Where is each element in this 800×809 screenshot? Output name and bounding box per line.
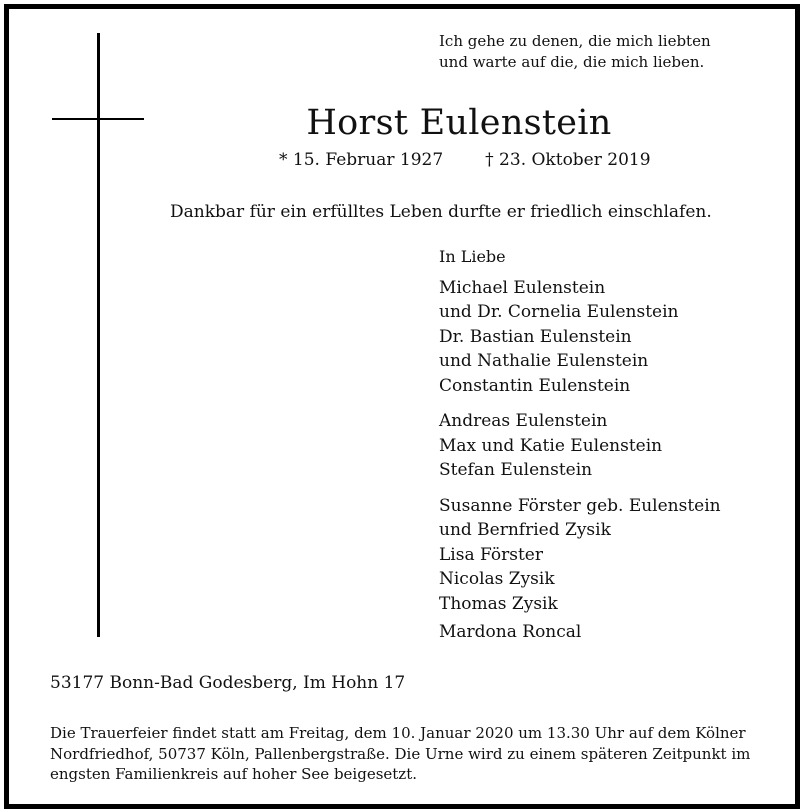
mourners-lead: In Liebe bbox=[439, 247, 506, 266]
motto bbox=[439, 31, 711, 73]
address: 53177 Bonn-Bad Godesberg, Im Hohn 17 bbox=[50, 673, 406, 693]
mourner-name: Max und Katie Eulenstein bbox=[439, 435, 663, 456]
deceased-name: Horst Eulenstein bbox=[306, 103, 612, 143]
mourner-name: und Bernfried Zysik bbox=[439, 520, 611, 540]
mourner-name: Dr. Bastian Eulenstein bbox=[439, 326, 632, 347]
thanks-text: Dankbar für ein erfülltes Leben durfte er friedlich einschlafen. bbox=[170, 202, 712, 222]
mourner-name: Thomas Zysik bbox=[439, 593, 558, 614]
mourner-name: Mardona Roncal bbox=[439, 622, 582, 642]
motto-line: Ich gehe zu denen, die mich liebten bbox=[439, 32, 711, 50]
mourner-group bbox=[439, 409, 721, 483]
funeral-line: Nordfriedhof, 50737 Köln, Pallenbergstraße. Die Urne wird zu einem späteren Zeitpunkt im bbox=[50, 744, 751, 763]
funeral-info bbox=[50, 723, 790, 785]
mourner-name: Michael Eulenstein bbox=[439, 277, 606, 298]
birth-date: * 15. Februar 1927 bbox=[279, 150, 444, 170]
mourners-list bbox=[439, 245, 721, 656]
funeral-line: Die Trauerfeier findet statt am Freitag, dem 10. Januar 2020 um 13.30 Uhr auf dem Kölner bbox=[50, 724, 746, 742]
obituary-notice bbox=[9, 9, 791, 800]
mourner-name: Nicolas Zysik bbox=[439, 569, 555, 589]
mourner-group bbox=[439, 620, 721, 645]
life-dates bbox=[279, 149, 651, 171]
mourner-name: Andreas Eulenstein bbox=[439, 411, 608, 431]
funeral-line: engsten Familienkreis auf hoher See beigesetzt. bbox=[50, 765, 418, 783]
mourner-name: Susanne Förster geb. Eulenstein bbox=[439, 495, 721, 516]
mourner-name: und Nathalie Eulenstein bbox=[439, 351, 649, 371]
mourner-name: Stefan Eulenstein bbox=[439, 460, 593, 480]
death-date: † 23. Oktober 2019 bbox=[485, 150, 651, 170]
mourner-name: und Dr. Cornelia Eulenstein bbox=[439, 302, 679, 322]
mourner-name: Constantin Eulenstein bbox=[439, 375, 631, 396]
mourner-group bbox=[439, 494, 721, 617]
motto-line: und warte auf die, die mich lieben. bbox=[439, 53, 705, 71]
mourner-name: Lisa Förster bbox=[439, 544, 543, 565]
mourner-group bbox=[439, 276, 721, 399]
